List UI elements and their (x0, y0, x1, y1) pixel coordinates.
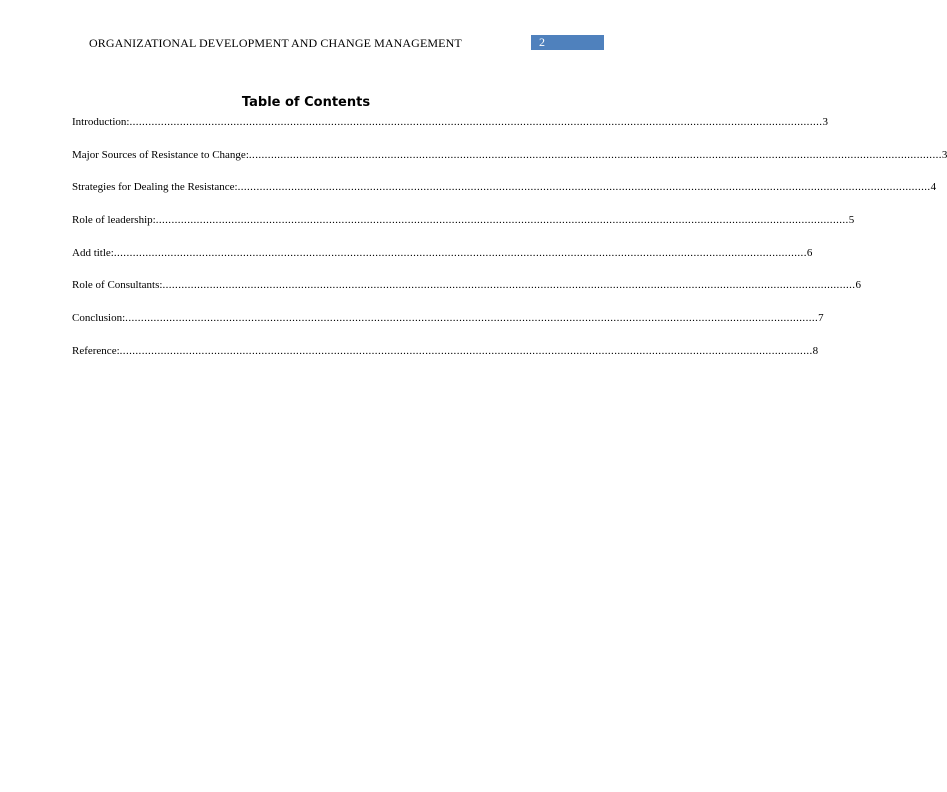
page-number-badge (531, 35, 604, 50)
toc-entry-page: 5 (848, 214, 855, 227)
toc-entry[interactable] (72, 214, 855, 247)
running-header-title: ORGANIZATIONAL DEVELOPMENT AND CHANGE MANAGEMENT (89, 36, 462, 50)
toc-dot-leader: ............................................................................................................................................................................................................................ (113, 246, 807, 259)
toc-entry-page: 8 (812, 344, 819, 357)
toc-entry-label: Introduction: (72, 116, 130, 128)
toc-heading: Table of Contents (241, 95, 371, 110)
toc-entry-label: Conclusion: (72, 312, 126, 325)
toc-entry-label: Reference: (72, 344, 120, 357)
toc-dot-leader: ............................................................................................................................................................................................................................ (119, 344, 813, 357)
toc-entry-label: Major Sources of Resistance to Change: (72, 148, 249, 161)
toc-entry[interactable] (72, 246, 813, 280)
toc-entry-page: 3 (822, 116, 828, 128)
toc-entry-label: Add title: (72, 246, 114, 259)
toc-dot-leader: ............................................................................................................................................................................................................................ (155, 214, 849, 227)
toc-entry-label: Strategies for Dealing the Resistance: (72, 181, 238, 194)
toc-entry-page: 6 (806, 246, 813, 259)
toc-entry[interactable] (72, 148, 947, 182)
toc-dot-leader: ............................................................................................................................................................................................................................ (162, 279, 856, 292)
toc-entry[interactable] (72, 312, 824, 345)
page-number: 2 (539, 35, 545, 49)
toc-entry-page: 7 (818, 312, 824, 325)
toc-dot-leader: ............................................................................................................................................................................................................................ (129, 116, 823, 128)
toc-entry-page: 6 (855, 279, 861, 292)
toc-entry[interactable] (72, 279, 861, 312)
toc-entry[interactable] (72, 116, 828, 149)
toc-entry-page: 3 (941, 148, 947, 161)
toc-dot-leader: ............................................................................................................................................................................................................................ (125, 312, 819, 325)
toc-list (72, 116, 947, 378)
toc-entry-page: 4 (930, 181, 937, 194)
toc-dot-leader: ............................................................................................................................................................................................................................ (237, 181, 931, 194)
toc-dot-leader: ............................................................................................................................................................................................................................ (248, 148, 942, 161)
toc-entry-label: Role of Consultants: (72, 279, 163, 292)
toc-entry[interactable] (72, 181, 937, 214)
toc-entry[interactable] (72, 344, 819, 378)
toc-entry-label: Role of leadership: (72, 214, 156, 227)
